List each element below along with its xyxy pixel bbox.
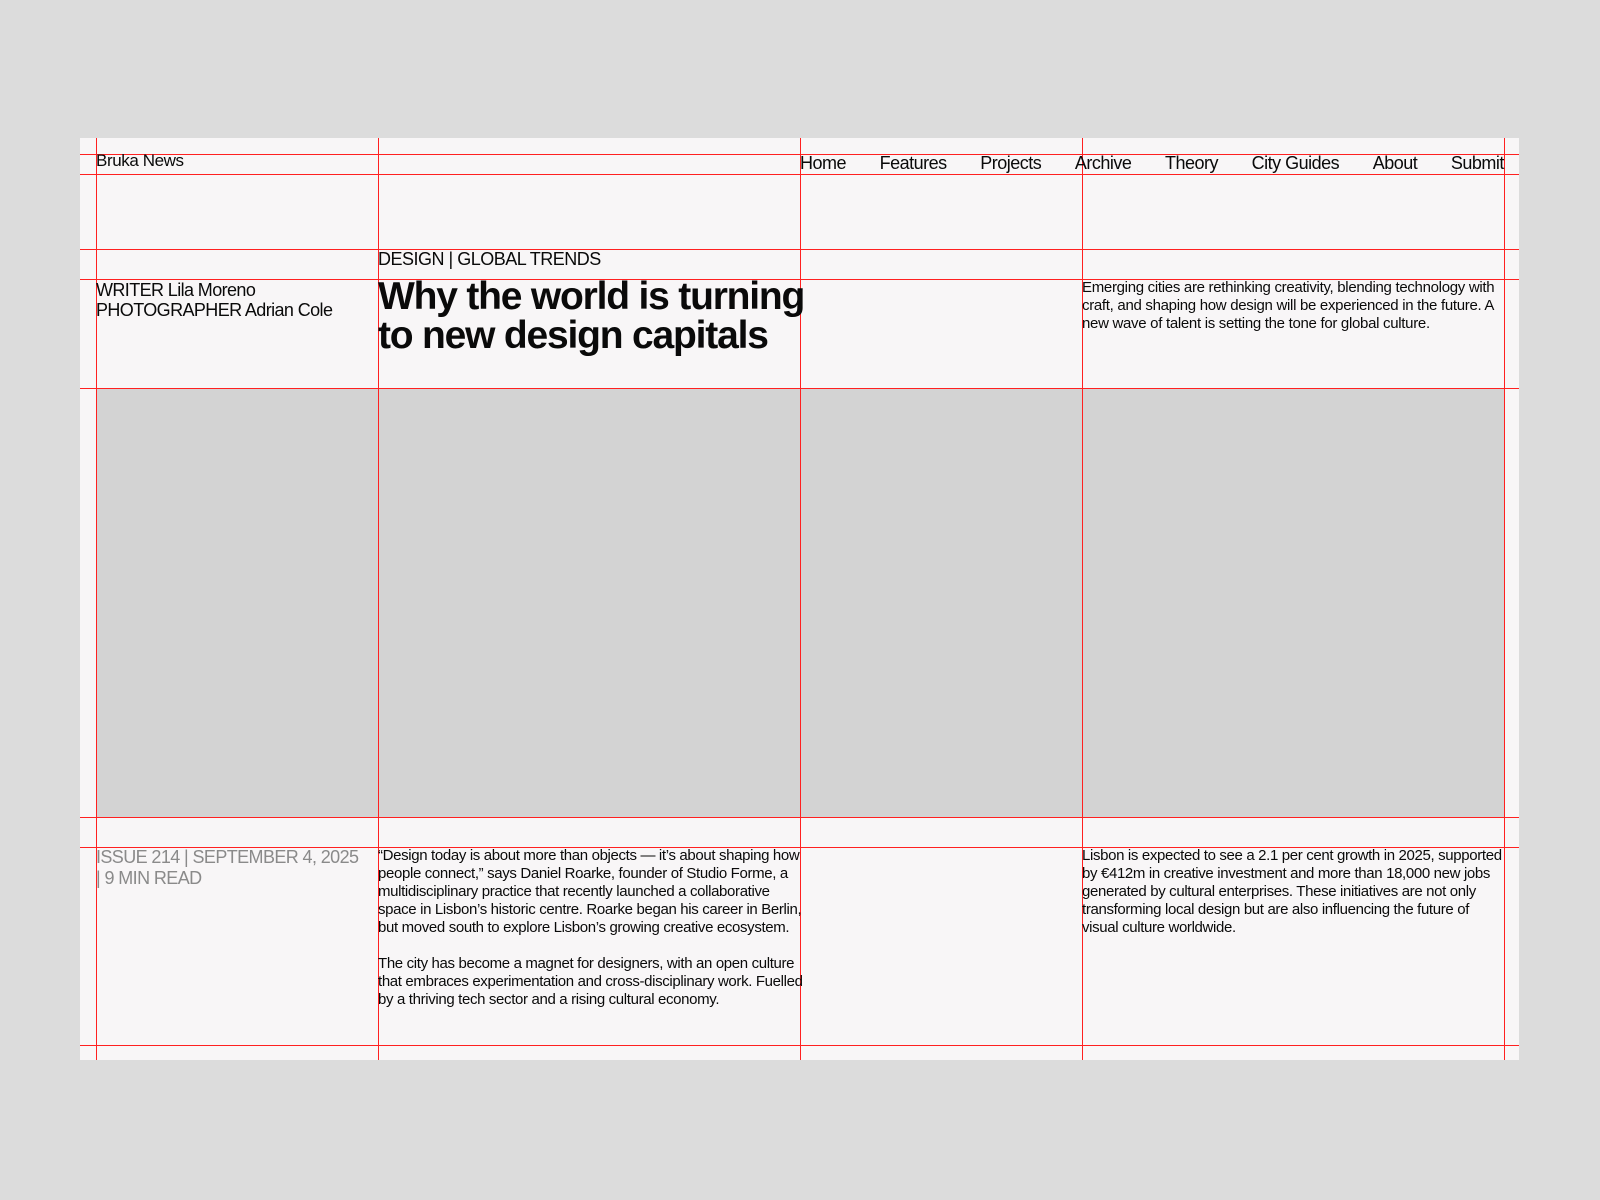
article-category: DESIGN | GLOBAL TRENDS — [378, 249, 601, 269]
photographer-credit: PHOTOGRAPHER Adrian Cole — [96, 300, 333, 320]
sidebar-text: Lisbon is expected to see a 2.1 per cent growth in 2025, supported by €412m in creative investment and more than 18,000 new jobs generated by cultural enterprises. These initiatives are not only transforming local design but are also influencing the future of visual culture worldwide. — [1082, 847, 1502, 936]
byline — [96, 280, 332, 320]
nav-features[interactable]: Features — [879, 153, 947, 173]
nav-archive[interactable]: Archive — [1074, 153, 1132, 173]
nav-theory[interactable]: Theory — [1165, 153, 1219, 173]
nav-submit[interactable]: Submit — [1450, 153, 1504, 173]
body-paragraph: The city has become a magnet for designers, with an open culture that embraces experimentation and cross-disciplinary work. Fuelled by a thriving tech sector and a rising cultural economy. — [378, 955, 803, 1008]
issue-meta: ISSUE 214 | SEPTEMBER 4, 2025 | 9 MIN READ — [96, 847, 359, 888]
grid-line — [80, 388, 1519, 389]
nav-about[interactable]: About — [1372, 153, 1418, 173]
grid-line — [80, 817, 1519, 818]
grid-line — [80, 174, 1519, 175]
main-nav — [800, 153, 1504, 174]
grid-line — [96, 138, 97, 1060]
nav-city-guides[interactable]: City Guides — [1251, 153, 1340, 173]
grid-line — [80, 249, 1519, 250]
nav-projects[interactable]: Projects — [980, 153, 1042, 173]
grid-line — [80, 1045, 1519, 1046]
site-logo[interactable]: Bruka News — [96, 151, 184, 170]
writer-credit: WRITER Lila Moreno — [96, 280, 256, 300]
article-headline: Why the world is turning to new design capitals — [378, 275, 805, 357]
article-body — [378, 847, 803, 1027]
body-paragraph: “Design today is about more than objects — it’s about shaping how people connect,” says Daniel Roarke, founder of Studio Forme, a multidisciplinary practice that recently launched a collaborative space in Lisbon’s historic centre. Roarke began his career in Berlin, but moved south to explore Lisbon’s growing creative ecosystem. — [378, 847, 802, 936]
nav-home[interactable]: Home — [800, 153, 847, 173]
article-dek: Emerging cities are rethinking creativity, blending technology with craft, and shaping how design will be experienced in the future. A new wave of talent is setting the tone for global culture. — [1082, 279, 1495, 332]
